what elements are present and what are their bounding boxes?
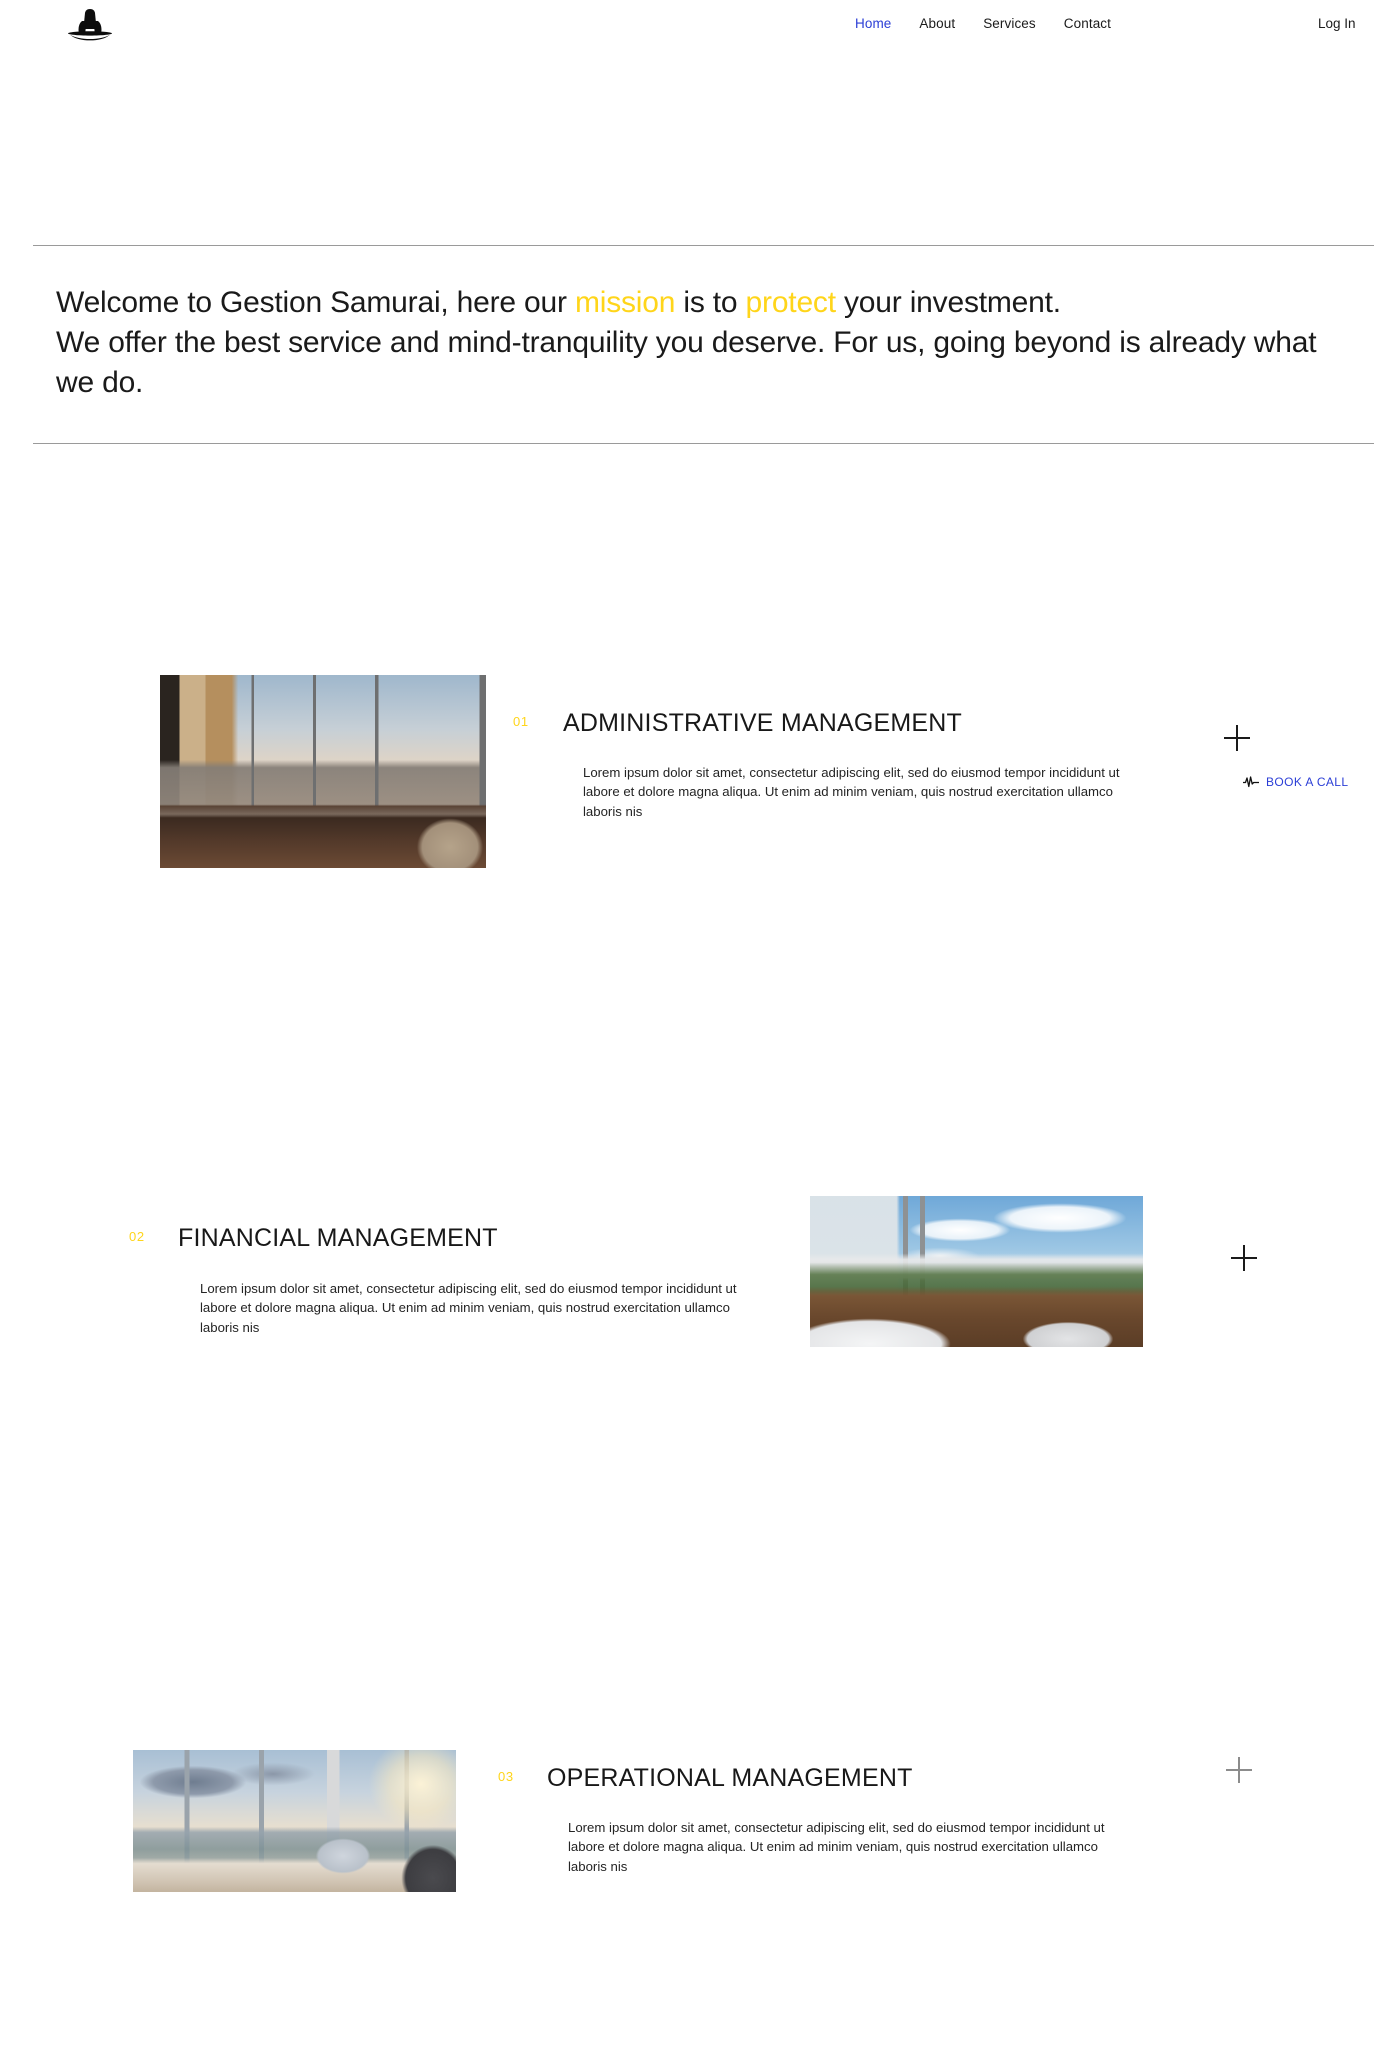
service-image-financial (810, 1196, 1143, 1347)
nav-link-contact[interactable]: Contact (1063, 16, 1112, 31)
divider-below-hero (33, 443, 1374, 444)
pulse-icon (1243, 776, 1259, 788)
samurai-helmet-logo[interactable] (60, 4, 120, 46)
service-image-operational (133, 1750, 456, 1892)
expand-plus-icon-03[interactable] (1226, 1757, 1252, 1783)
expand-plus-icon-01[interactable] (1224, 725, 1250, 751)
hero-highlight-protect: protect (745, 286, 836, 319)
service-number-01: 01 (513, 714, 529, 729)
service-body-01: Lorem ipsum dolor sit amet, consectetur adipiscing elit, sed do eiusmod tempor incididunt ut labore et dolore magna aliqua. Ut enim ad minim veniam, quis nostrud exercitation ullamco laboris nis (583, 765, 1120, 819)
main-navigation (855, 16, 1111, 31)
service-title-03: OPERATIONAL MANAGEMENT (547, 1764, 913, 1792)
hero-text-c: your investment. (835, 286, 1061, 319)
hero-text-line2: We offer the best service and mind-tranquility you deserve. For us, going beyond is already what we do. (56, 325, 1317, 399)
samurai-helmet-icon (64, 5, 116, 45)
service-body-02: Lorem ipsum dolor sit amet, consectetur adipiscing elit, sed do eiusmod tempor incididunt ut labore et dolore magna aliqua. Ut enim ad minim veniam, quis nostrud exercitation ullamco laboris nis (200, 1281, 737, 1335)
service-title-02: FINANCIAL MANAGEMENT (178, 1224, 498, 1252)
hero-highlight-mission: mission (574, 286, 676, 319)
hero-statement (56, 283, 1346, 403)
expand-plus-icon-02[interactable] (1231, 1245, 1257, 1271)
book-a-call-label: BOOK A CALL (1266, 775, 1349, 789)
nav-link-home[interactable]: Home (855, 16, 892, 31)
site-header (0, 0, 1396, 55)
service-number-03: 03 (498, 1769, 514, 1784)
login-link[interactable]: Log In (1318, 16, 1356, 31)
service-body-03: Lorem ipsum dolor sit amet, consectetur adipiscing elit, sed do eiusmod tempor incididunt ut labore et dolore magna aliqua. Ut enim ad minim veniam, quis nostrud exercitation ullamco laboris nis (568, 1820, 1105, 1874)
hero-text-a: Welcome to Gestion Samurai, here our (56, 286, 575, 319)
nav-link-about[interactable]: About (919, 16, 956, 31)
service-number-02: 02 (129, 1229, 145, 1244)
hero-text-b: is to (675, 286, 746, 319)
nav-link-services[interactable]: Services (983, 16, 1036, 31)
service-title-01: ADMINISTRATIVE MANAGEMENT (563, 709, 963, 737)
book-a-call-button[interactable] (1243, 775, 1348, 789)
service-image-administrative (160, 675, 486, 868)
divider-above-hero (33, 245, 1374, 246)
